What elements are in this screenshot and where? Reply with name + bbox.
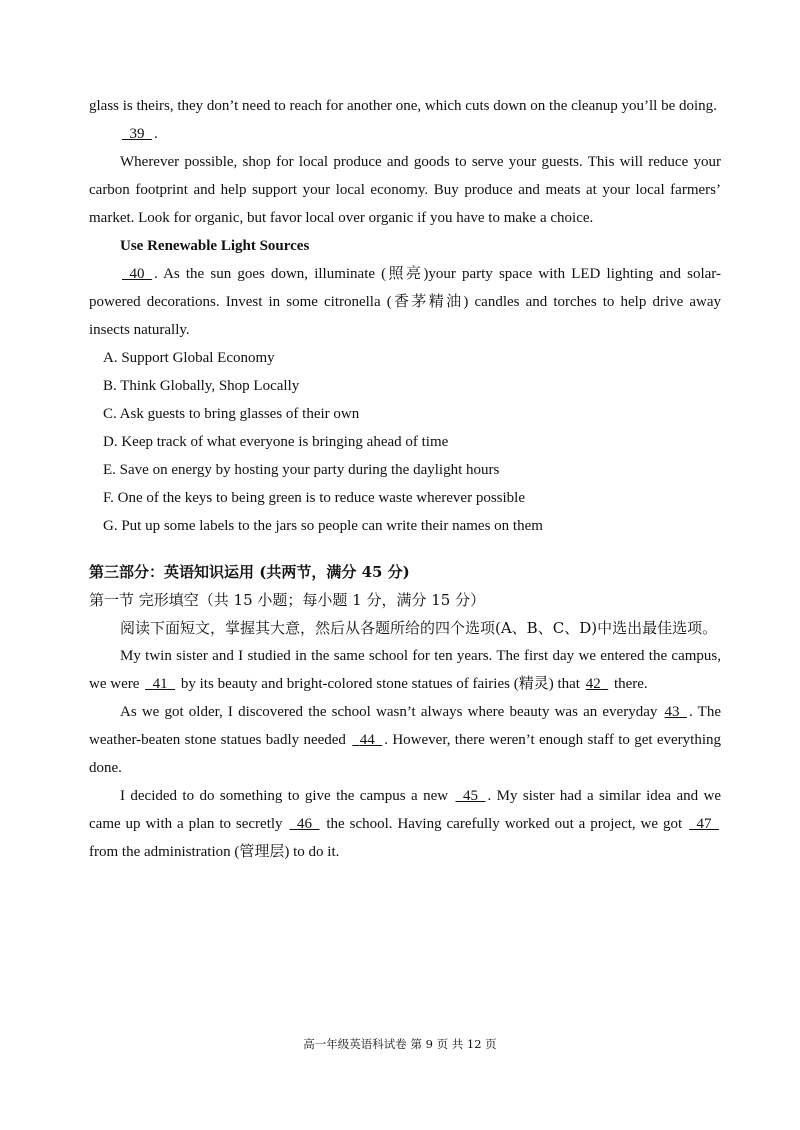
blank-39-line: 39 . (89, 120, 721, 148)
passage-paragraph: Wherever possible, shop for local produce and goods to serve your guests. This will reduce your carbon footprint and help support your local economy. Buy produce and meats at your local farmers’ market. Look for organic, but favor local over organic if you have to make a choice. (89, 154, 721, 226)
section-one-subtitle: 第一节 完形填空（共 15 小题；每小题 1 分，满分 15 分） (89, 591, 486, 609)
blank-41: 41 (152, 676, 168, 692)
cloze-paragraph: As we got older, I discovered the school wasn’t always where beauty was an everyday 43 . The weather-beaten stone statues badly needed 44 . However, there weren’t enough staff to get everything done. (89, 698, 721, 782)
page-footer: 高一年级英语科试卷 第 9 页 共 12 页 (303, 1037, 497, 1051)
option-item: D. Keep track of what everyone is bringing ahead of time (103, 434, 449, 450)
blank-45: 45 (462, 788, 478, 804)
blank-44: 44 (359, 732, 375, 748)
blank-46: 46 (296, 816, 312, 832)
section-heading: Use Renewable Light Sources (120, 238, 310, 254)
option-item: B. Think Globally, Shop Locally (103, 378, 300, 394)
option-item: G. Put up some labels to the jars so people can write their names on them (103, 518, 543, 534)
exam-page (89, 92, 721, 866)
blank-39: 39 (129, 126, 145, 142)
passage-paragraph: 40 . As the sun goes down, illuminate (照亮)your party space with LED lighting and solar-powered decorations. Invest in some citronella (香茅精油) candles and torches to help drive away insects naturally. (89, 260, 721, 344)
cloze-paragraph: My twin sister and I studied in the same school for ten years. The first day we entered the campus, we were 41 by its beauty and bright-colored stone statues of fairies (精灵) that 42 there. (89, 642, 721, 698)
options-list (89, 344, 721, 540)
blank-47: 47 (696, 816, 712, 832)
part-three-title: 第三部分：英语知识运用 (共两节，满分 45 分) (89, 563, 410, 581)
option-item: F. One of the keys to being green is to reduce waste wherever possible (103, 490, 526, 506)
instruction-text: 阅读下面短文，掌握其大意，然后从各题所给的四个选项(A、B、C、D)中选出最佳选项。 (120, 619, 718, 637)
blank-42: 42 (585, 676, 601, 692)
option-item: A. Support Global Economy (103, 350, 275, 366)
option-item: E. Save on energy by hosting your party during the daylight hours (103, 462, 500, 478)
blank-40: 40 (129, 266, 145, 282)
passage-paragraph: glass is theirs, they don’t need to reach for another one, which cuts down on the cleanup you’ll be doing. (89, 98, 717, 114)
option-item: C. Ask guests to bring glasses of their own (103, 406, 360, 422)
cloze-paragraph: I decided to do something to give the campus a new 45 . My sister had a similar idea and we came up with a plan to secretly 46 the school. Having carefully worked out a project, we got 47 from the administration (管理层) to do it. (89, 782, 721, 866)
blank-43: 43 (664, 704, 680, 720)
